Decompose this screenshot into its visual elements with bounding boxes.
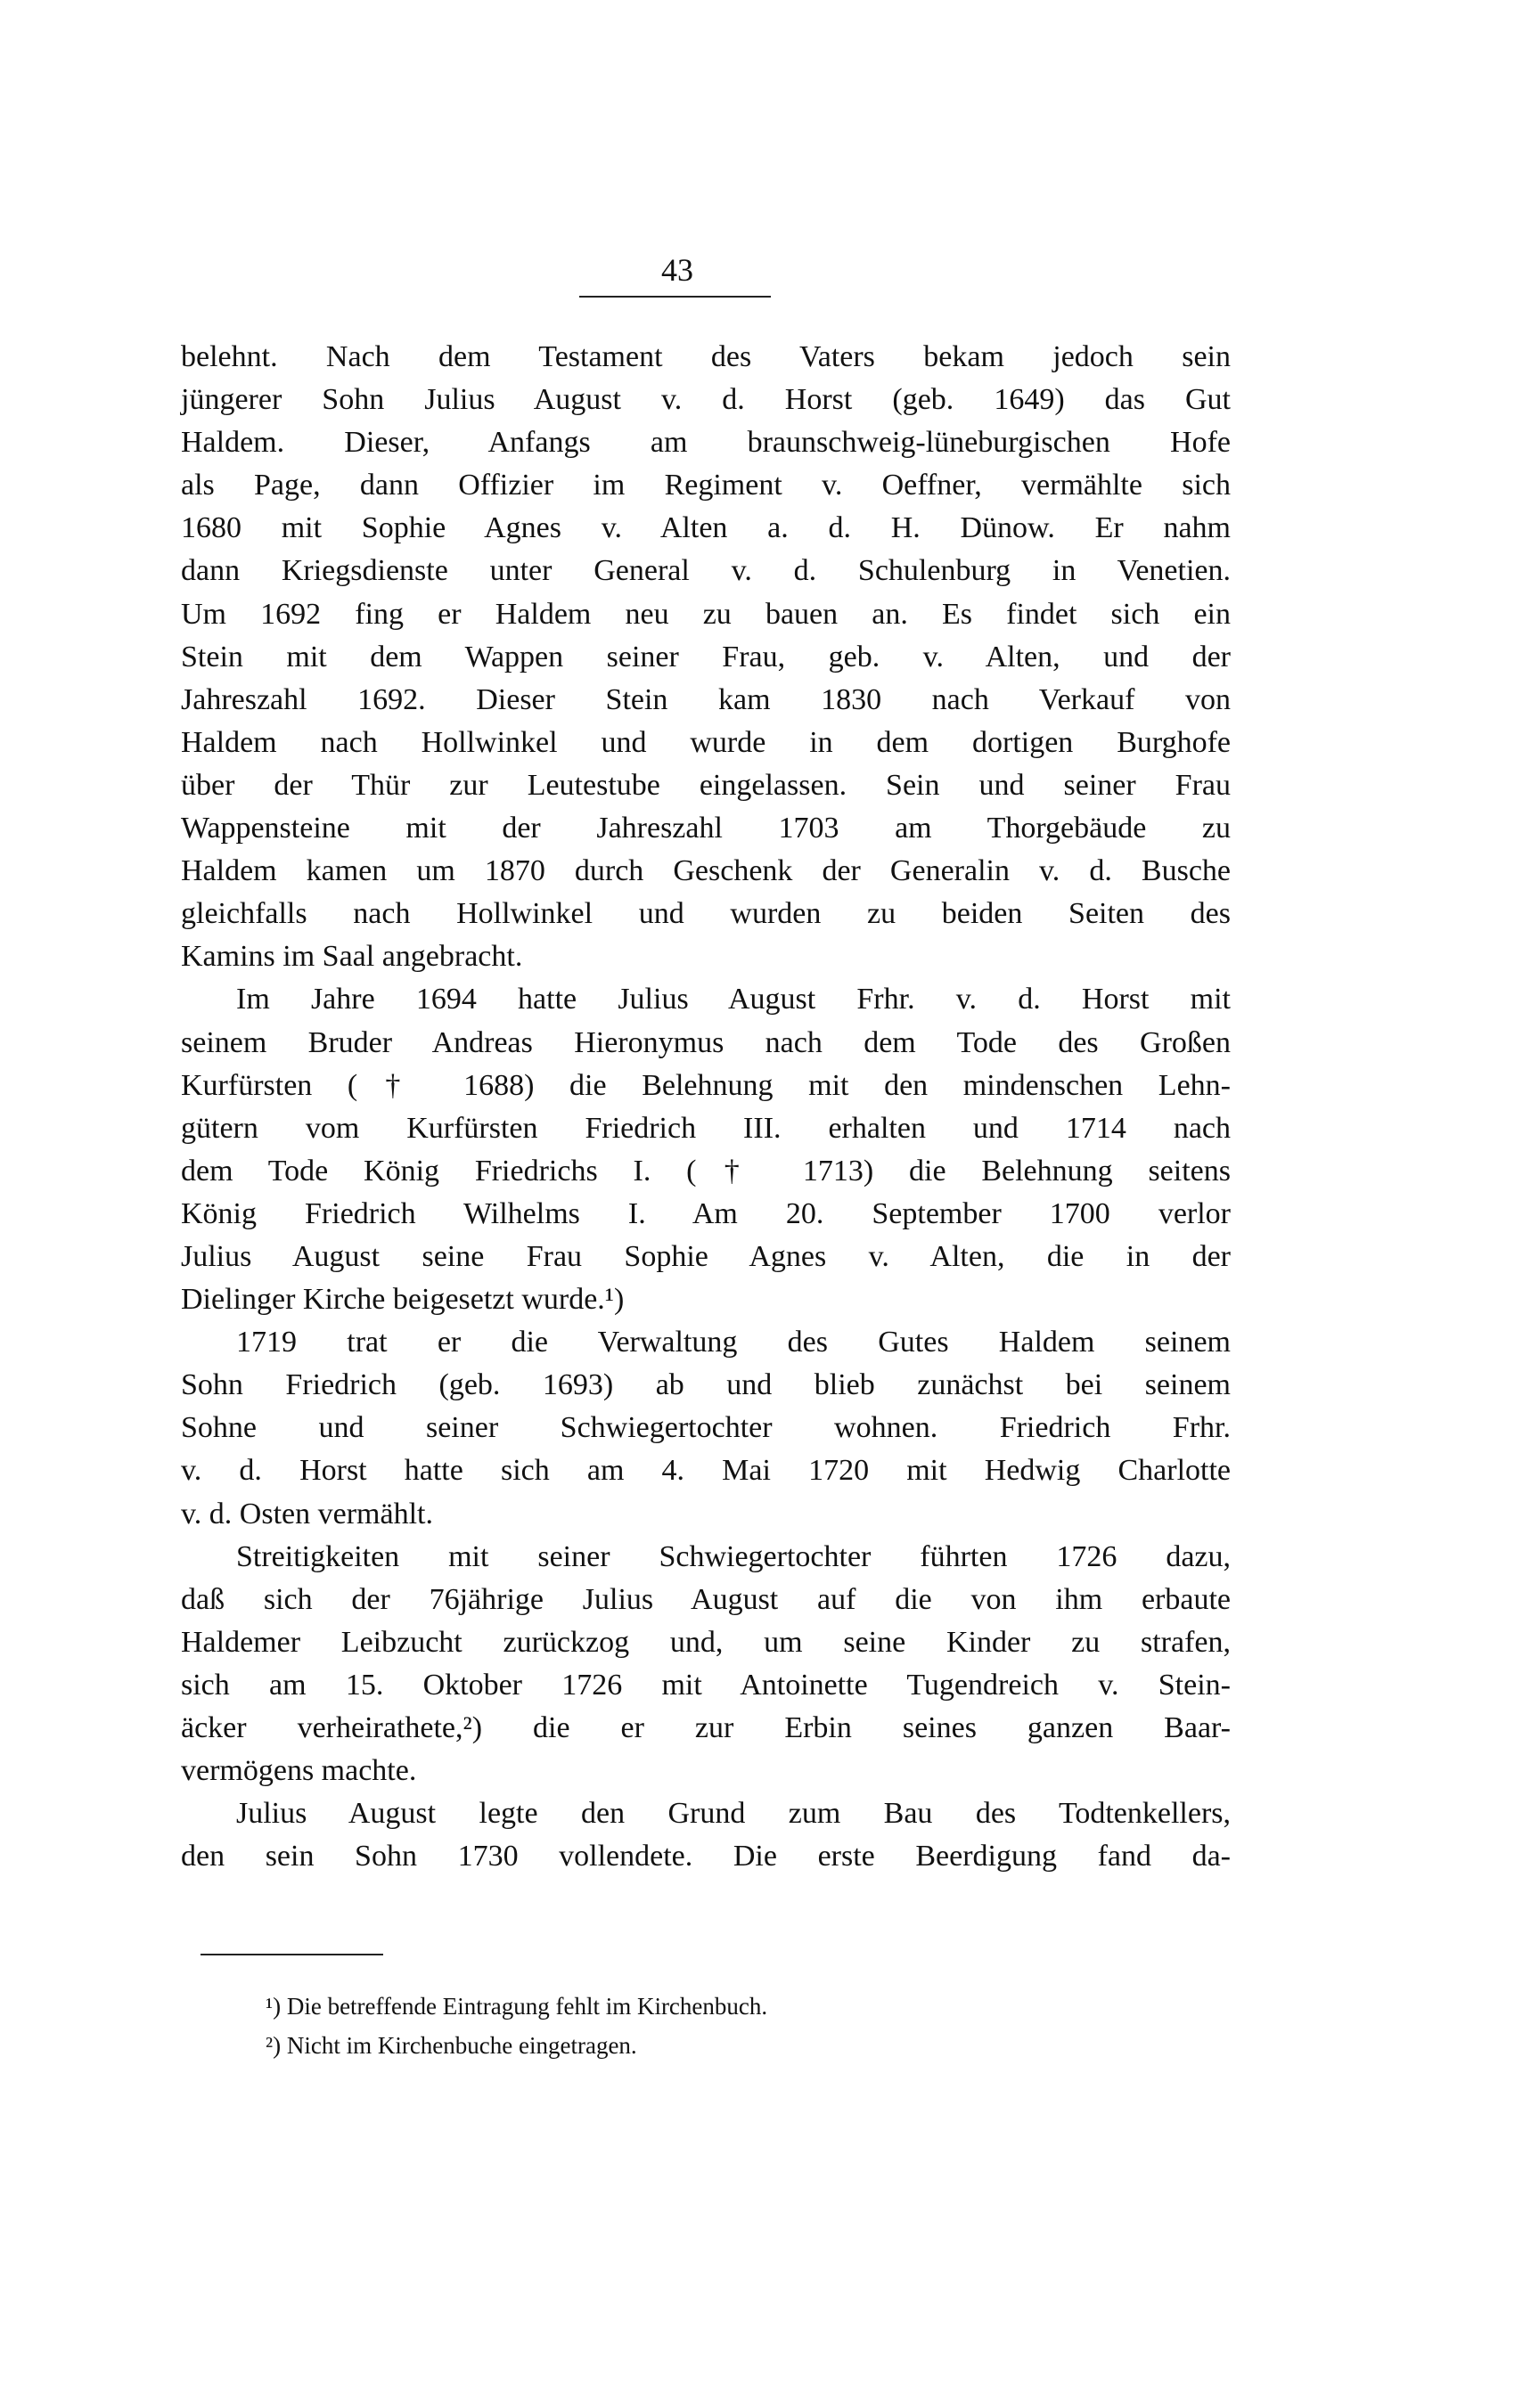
text-line: König Friedrich Wilhelms I. Am 20. September 1700 verlor bbox=[181, 1196, 1231, 1230]
text-line: Wappensteine mit der Jahreszahl 1703 am Thorgebäude zu bbox=[181, 812, 1231, 845]
text-line: jüngerer Sohn Julius August v. d. Horst (geb. 1649) das Gut bbox=[181, 383, 1231, 417]
paragraph bbox=[181, 1792, 1231, 1878]
paragraph bbox=[181, 1321, 1231, 1535]
text-line: Haldem nach Hollwinkel und wurde in dem dortigen Burghofe bbox=[181, 725, 1231, 759]
text-line: Julius August seine Frau Sophie Agnes v. Alten, die in der bbox=[181, 1239, 1231, 1273]
text-line: seinem Bruder Andreas Hieronymus nach dem Tode des Großen bbox=[181, 1025, 1231, 1059]
text-line: Haldem. Dieser, Anfangs am braunschweig-lüneburgischen Hofe bbox=[181, 426, 1231, 460]
text-line: Kurfürsten († 1688) die Belehnung mit den mindenschen Lehn- bbox=[181, 1068, 1231, 1102]
text-line: Dielinger Kirche beigesetzt wurde.¹) bbox=[181, 1283, 625, 1317]
page-number: 43 bbox=[661, 252, 693, 288]
text-line: v. d. Horst hatte sich am 4. Mai 1720 mit Hedwig Charlotte bbox=[181, 1454, 1231, 1488]
text-line: sich am 15. Oktober 1726 mit Antoinette Tugendreich v. Stein- bbox=[181, 1668, 1231, 1702]
text-line: Julius August legte den Grund zum Bau des Todtenkellers, bbox=[236, 1797, 1231, 1831]
text-line: Sohne und seiner Schwiegertochter wohnen. Friedrich Frhr. bbox=[181, 1411, 1231, 1445]
text-line: gütern vom Kurfürsten Friedrich III. erhalten und 1714 nach bbox=[181, 1111, 1231, 1145]
text-line: den sein Sohn 1730 vollendete. Die erste Beerdigung fand da- bbox=[181, 1840, 1231, 1873]
text-line: Stein mit dem Wappen seiner Frau, geb. v. Alten, und der bbox=[181, 640, 1231, 673]
text-line: Haldemer Leibzucht zurückzog und, um seine Kinder zu strafen, bbox=[181, 1625, 1231, 1659]
text-line: äcker verheirathete,²) die er zur Erbin seines ganzen Baar- bbox=[181, 1711, 1231, 1744]
text-line: daß sich der 76jährige Julius August auf die von ihm erbaute bbox=[181, 1582, 1231, 1616]
text-line: v. d. Osten vermählt. bbox=[181, 1497, 433, 1531]
text-line: dem Tode König Friedrichs I. († 1713) die Belehnung seitens bbox=[181, 1154, 1231, 1188]
text-line: gleichfalls nach Hollwinkel und wurden zu beiden Seiten des bbox=[181, 897, 1231, 931]
text-line: Im Jahre 1694 hatte Julius August Frhr. v. d. Horst mit bbox=[236, 983, 1231, 1016]
footnote-2: ²) Nicht im Kirchenbuche eingetragen. bbox=[266, 2032, 637, 2059]
text-line: Jahreszahl 1692. Dieser Stein kam 1830 nach Verkauf von bbox=[181, 682, 1231, 716]
paragraph bbox=[181, 336, 1231, 978]
text-line: 1680 mit Sophie Agnes v. Alten a. d. H. Dünow. Er nahm bbox=[181, 511, 1231, 545]
footnotes bbox=[266, 1987, 767, 2065]
text-line: vermögens machte. bbox=[181, 1754, 417, 1788]
footnote-1: ¹) Die betreffende Eintragung fehlt im Kirchenbuch. bbox=[266, 1993, 768, 2020]
text-line: Um 1692 fing er Haldem neu zu bauen an. Es findet sich ein bbox=[181, 597, 1231, 631]
text-line: als Page, dann Offizier im Regiment v. Oeffner, vermählte sich bbox=[181, 469, 1231, 502]
body-text bbox=[181, 336, 1231, 1878]
text-line: Streitigkeiten mit seiner Schwiegertochter führten 1726 dazu, bbox=[236, 1539, 1231, 1573]
text-line: belehnt. Nach dem Testament des Vaters bekam jedoch sein bbox=[181, 340, 1231, 373]
header-rule bbox=[579, 296, 771, 298]
text-line: 1719 trat er die Verwaltung des Gutes Haldem seinem bbox=[236, 1326, 1231, 1359]
paragraph bbox=[181, 1536, 1231, 1793]
text-line: Sohn Friedrich (geb. 1693) ab und blieb zunächst bei seinem bbox=[181, 1368, 1231, 1402]
text-line: Haldem kamen um 1870 durch Geschenk der Generalin v. d. Busche bbox=[181, 854, 1231, 888]
paragraph bbox=[181, 978, 1231, 1321]
text-line: über der Thür zur Leutestube eingelassen. Sein und seiner Frau bbox=[181, 768, 1231, 802]
text-line: dann Kriegsdienste unter General v. d. Schulenburg in Venetien. bbox=[181, 554, 1231, 588]
footnote-rule bbox=[201, 1954, 383, 1955]
text-line: Kamins im Saal angebracht. bbox=[181, 940, 523, 974]
